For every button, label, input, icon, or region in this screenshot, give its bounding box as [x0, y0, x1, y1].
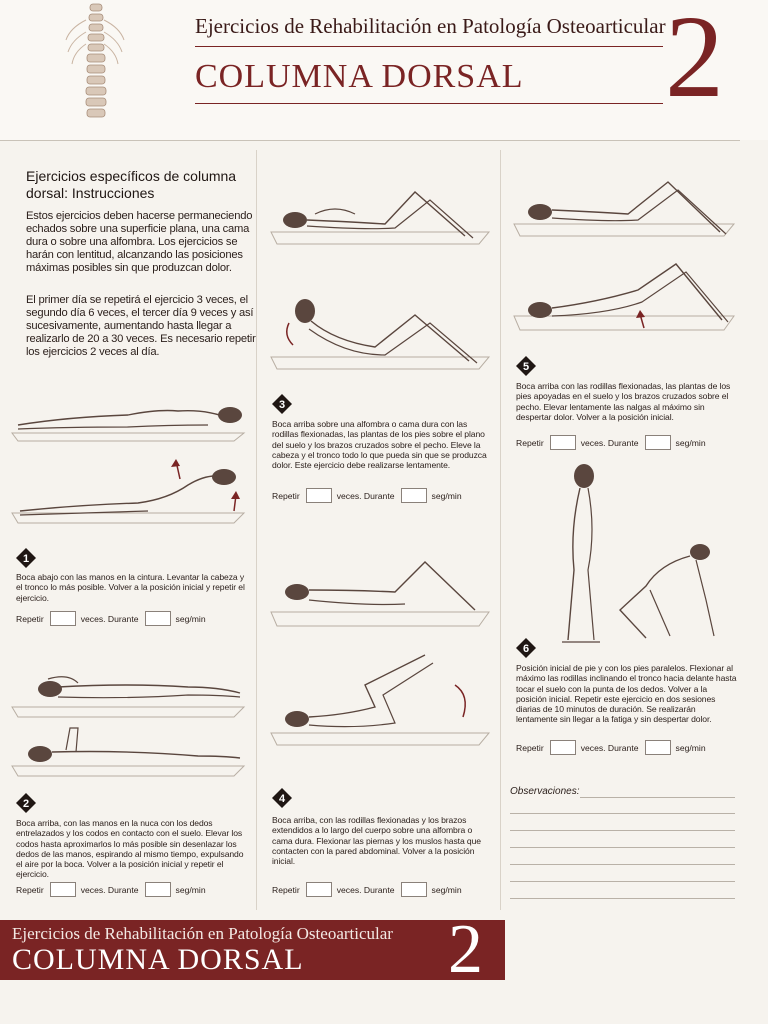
header-subtitle: Ejercicios de Rehabilitación en Patología Osteoarticular [195, 14, 666, 38]
header-divider [0, 140, 740, 141]
exercise-4-badge [272, 788, 292, 808]
duration-field[interactable] [645, 435, 671, 450]
unit-label: seg/min [175, 884, 206, 895]
repeat-count-field[interactable] [50, 882, 76, 897]
exercise-5-number: 5 [522, 361, 530, 373]
exercise-2-repeat [16, 882, 206, 897]
exercise-2-number: 2 [22, 798, 30, 810]
exercise-3-illustration-b [265, 285, 493, 380]
unit-label: seg/min [431, 884, 462, 895]
exercise-3-repeat [272, 488, 462, 503]
times-label: veces. Durante [80, 613, 139, 624]
repeat-count-field[interactable] [550, 740, 576, 755]
header-number: 2 [665, 0, 724, 122]
repeat-count-field[interactable] [550, 435, 576, 450]
exercise-3-number: 3 [278, 399, 286, 411]
intro-paragraph-1: Estos ejercicios deben hacerse permaneciendo echados sobre una superficie plana, una cama dura o sobre una alfombra. Los ejercicios se harán con lentitud, alcanzando las posiciones máximas posibles sin que produzcan dolor. [26, 210, 253, 274]
repeat-label: Repetir [272, 490, 300, 501]
exercise-4-repeat [272, 882, 462, 897]
duration-field[interactable] [401, 488, 427, 503]
exercise-4-number: 4 [278, 793, 286, 805]
exercise-5-text: Boca arriba con las rodillas flexionadas, las plantas de los pies apoyadas en el suelo y los brazos cruzados sobre el pecho. Elevar lentamente las nalgas al máximo sin despertar dolor. Volver a la posición inicial. [516, 381, 731, 422]
observations-line[interactable] [510, 898, 735, 899]
exercise-2-badge [16, 793, 36, 813]
times-label: veces. Durante [580, 437, 639, 448]
repeat-count-field[interactable] [50, 611, 76, 626]
exercise-6-repeat [516, 740, 706, 755]
duration-field[interactable] [145, 611, 171, 626]
duration-field[interactable] [645, 740, 671, 755]
intro-title: Ejercicios específicos de columna dorsal: Instrucciones [26, 168, 237, 201]
repeat-label: Repetir [516, 742, 544, 753]
exercise-1-repeat [16, 611, 206, 626]
unit-label: seg/min [431, 490, 462, 501]
exercise-1-number: 1 [22, 553, 30, 565]
footer-number: 2 [448, 911, 483, 988]
column-divider [500, 150, 501, 910]
exercise-4-illustration-b [265, 645, 493, 755]
repeat-label: Repetir [272, 884, 300, 895]
observations-line[interactable] [510, 830, 735, 831]
header-rule [195, 103, 663, 104]
exercise-4-illustration-a [265, 552, 493, 632]
times-label: veces. Durante [336, 490, 395, 501]
exercise-3-badge [272, 394, 292, 414]
observations-line[interactable] [510, 847, 735, 848]
exercise-6-illustration [550, 460, 730, 650]
duration-field[interactable] [145, 882, 171, 897]
repeat-count-field[interactable] [306, 882, 332, 897]
exercise-5-repeat [516, 435, 706, 450]
exercise-3-illustration-a [265, 180, 493, 252]
exercise-2-illustration-a [8, 665, 248, 720]
observations-line[interactable] [510, 864, 735, 865]
repeat-label: Repetir [16, 884, 44, 895]
duration-field[interactable] [401, 882, 427, 897]
exercise-1-illustration-a [8, 395, 248, 445]
footer-title: COLUMNA DORSAL [12, 943, 304, 976]
header-rule [195, 46, 663, 47]
exercise-5-illustration-a [508, 176, 738, 248]
repeat-label: Repetir [16, 613, 44, 624]
unit-label: seg/min [675, 437, 706, 448]
exercise-4-text: Boca arriba, con las rodillas flexionadas y los brazos extendidos a lo largo del cuerpo sobre una alfombra o cama dura. Flexionar las piernas y los muslos hasta que contacten con la pared abdominal. Volver a la posición inicial. [272, 815, 481, 867]
header-title: COLUMNA DORSAL [195, 58, 524, 95]
exercise-3-text: Boca arriba sobre una alfombra o cama dura con las rodillas flexionadas, las plantas de los pies sobre el plano del suelo y los brazos cruzados sobre el pecho. Eleve la cabeza y el tronco todo lo que pueda sin que se produzca dolor. Este ejercicio debe realizarse lentamente. [272, 419, 487, 471]
unit-label: seg/min [175, 613, 206, 624]
exercise-1-text: Boca abajo con las manos en la cintura. Levantar la cabeza y el tronco lo más posible. Volver a la posición inicial y repetir el ejercicio. [16, 572, 245, 603]
exercise-5-illustration-b [508, 258, 738, 343]
repeat-count-field[interactable] [306, 488, 332, 503]
intro-paragraph-2: El primer día se repetirá el ejercicio 3 veces, el segundo día 6 veces, el tercer día 9 veces y así sucesivamente, aumentando hasta llegar a realizarlo de 20 a 30 veces. Es necesario repetir los ejercicios 2 veces al día. [26, 294, 256, 358]
observations-line[interactable] [580, 797, 735, 798]
exercise-2-illustration-b [8, 722, 248, 782]
exercise-6-text: Posición inicial de pie y con los pies paralelos. Flexionar al máximo las rodillas inclinando el tronco hacia delante hasta tocar el suelo con la punta de los dedos. Volver a la posición inicial. Repetir este ejercicio en dos sesiones diarias de 10 minutos de duración. Se realizarán lentamente sin llegar a la fatiga y sin despertar dolor. [516, 663, 737, 725]
exercise-2-text: Boca arriba, con las manos en la nuca con los dedos entrelazados y los codos en contacto con el suelo. Elevar los codos hasta aproximarlos lo más posible sin desenlazar los dedos de las manos, espirando al mismo tiempo, expulsando el aire por la boca. Volver a la posición inicial y repetir el ejercicio. [16, 818, 244, 880]
times-label: veces. Durante [580, 742, 639, 753]
repeat-label: Repetir [516, 437, 544, 448]
observations-line[interactable] [510, 813, 735, 814]
unit-label: seg/min [675, 742, 706, 753]
exercise-5-badge [516, 356, 536, 376]
times-label: veces. Durante [80, 884, 139, 895]
exercise-6-number: 6 [522, 643, 530, 655]
observations-label: Observaciones: [510, 786, 580, 797]
spine-illustration [60, 0, 130, 130]
exercise-1-illustration-b [8, 455, 248, 535]
exercise-1-badge [16, 548, 36, 568]
column-divider [256, 150, 257, 910]
exercise-6-badge [516, 638, 536, 658]
times-label: veces. Durante [336, 884, 395, 895]
footer-subtitle: Ejercicios de Rehabilitación en Patología Osteoarticular [12, 924, 393, 943]
observations-line[interactable] [510, 881, 735, 882]
